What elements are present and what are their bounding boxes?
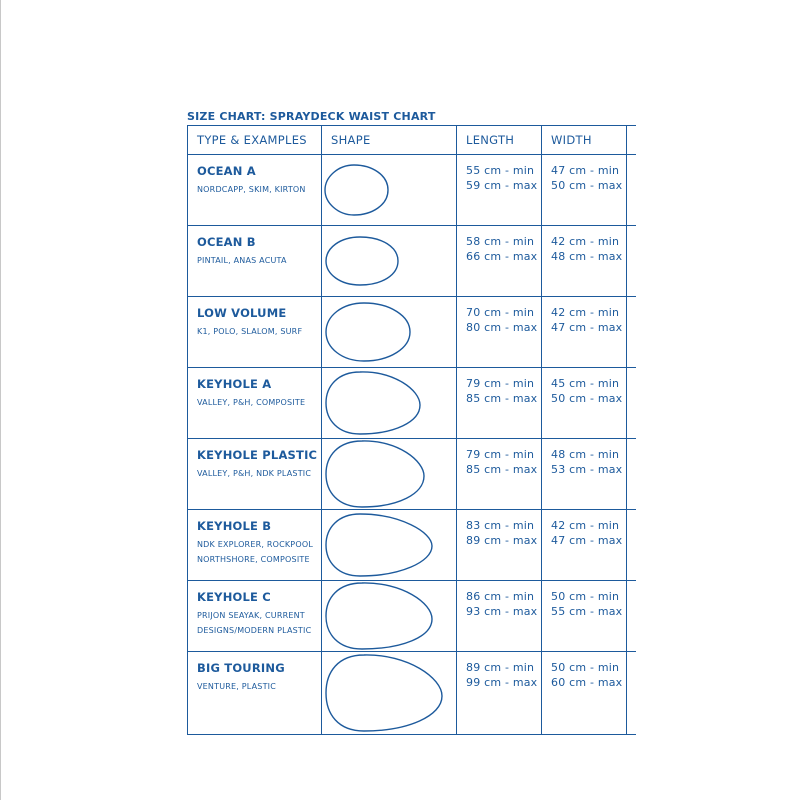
length-cell (457, 581, 542, 652)
type-examples: PRIJON SEAYAK, CURRENT DESIGNS/MODERN PLASTIC (197, 611, 312, 635)
width-cell (542, 510, 627, 581)
continuation-cell (627, 297, 637, 368)
shape-cell (322, 510, 457, 581)
column-header-continuation (627, 126, 637, 155)
length-cell (457, 652, 542, 735)
type-examples: VALLEY, P&H, NDK PLASTIC (197, 469, 312, 478)
continuation-cell (627, 226, 637, 297)
continuation-cell (627, 510, 637, 581)
length-min: 79 cm - min (466, 448, 535, 461)
table-row (188, 581, 637, 652)
table-header-row (188, 126, 637, 155)
column-header-shape: SHAPE (322, 126, 457, 155)
shape-cell (322, 155, 457, 226)
length-min: 83 cm - min (466, 519, 535, 532)
cockpit-shape-icon (322, 368, 456, 438)
type-examples: VENTURE, PLASTIC (197, 682, 277, 691)
length-max: 93 cm - max (466, 604, 538, 618)
type-examples: K1, POLO, SLALOM, SURF (197, 327, 303, 336)
width-min: 42 cm - min (551, 519, 620, 532)
type-cell (188, 297, 322, 368)
width-max: 53 cm - max (551, 462, 623, 476)
cockpit-shape-icon (322, 652, 456, 734)
type-name: KEYHOLE C (197, 590, 271, 604)
length-max: 85 cm - max (466, 391, 538, 405)
width-max: 47 cm - max (551, 533, 623, 547)
shape-cell (322, 581, 457, 652)
shape-cell (322, 368, 457, 439)
table-row (188, 368, 637, 439)
width-cell (542, 155, 627, 226)
width-min: 47 cm - min (551, 164, 620, 177)
table-row (188, 439, 637, 510)
shape-cell (322, 439, 457, 510)
length-max: 89 cm - max (466, 533, 538, 547)
type-name: BIG TOURING (197, 661, 285, 675)
width-cell (542, 439, 627, 510)
shape-cell (322, 652, 457, 735)
type-examples: NORDCAPP, SKIM, KIRTON (197, 185, 306, 194)
type-name: LOW VOLUME (197, 306, 287, 320)
length-min: 58 cm - min (466, 235, 535, 248)
cockpit-shape-icon (322, 510, 456, 580)
table-row (188, 652, 637, 735)
width-cell (542, 226, 627, 297)
shape-cell (322, 226, 457, 297)
length-min: 55 cm - min (466, 164, 535, 177)
width-min: 48 cm - min (551, 448, 620, 461)
cockpit-shape-icon (322, 581, 456, 651)
type-cell (188, 155, 322, 226)
type-examples: VALLEY, P&H, COMPOSITE (197, 398, 306, 407)
type-cell (188, 368, 322, 439)
length-max: 99 cm - max (466, 675, 538, 689)
cockpit-shape-icon (322, 297, 456, 367)
length-max: 59 cm - max (466, 178, 538, 192)
chart-title: SIZE CHART: SPRAYDECK WAIST CHART (187, 110, 436, 123)
type-cell (188, 226, 322, 297)
width-min: 42 cm - min (551, 306, 620, 319)
type-examples: PINTAIL, ANAS ACUTA (197, 256, 287, 265)
table-row (188, 510, 637, 581)
width-max: 47 cm - max (551, 320, 623, 334)
type-cell (188, 510, 322, 581)
length-max: 66 cm - max (466, 249, 538, 263)
cockpit-shape-icon (322, 155, 456, 225)
width-cell (542, 652, 627, 735)
length-min: 79 cm - min (466, 377, 535, 390)
length-min: 70 cm - min (466, 306, 535, 319)
continuation-cell (627, 581, 637, 652)
length-cell (457, 226, 542, 297)
length-max: 85 cm - max (466, 462, 538, 476)
length-max: 80 cm - max (466, 320, 538, 334)
column-header-length: LENGTH (457, 126, 542, 155)
table-row (188, 226, 637, 297)
width-min: 42 cm - min (551, 235, 620, 248)
width-max: 60 cm - max (551, 675, 623, 689)
continuation-cell (627, 439, 637, 510)
continuation-cell (627, 652, 637, 735)
type-name: KEYHOLE A (197, 377, 272, 391)
size-table (187, 125, 636, 735)
length-cell (457, 368, 542, 439)
width-min: 45 cm - min (551, 377, 620, 390)
width-cell (542, 368, 627, 439)
column-header-type: TYPE & EXAMPLES (188, 126, 322, 155)
length-min: 89 cm - min (466, 661, 535, 674)
table-row (188, 155, 637, 226)
length-cell (457, 297, 542, 368)
width-cell (542, 297, 627, 368)
type-cell (188, 581, 322, 652)
shape-cell (322, 297, 457, 368)
type-name: KEYHOLE PLASTIC (197, 448, 318, 462)
type-name: KEYHOLE B (197, 519, 272, 533)
table-row (188, 297, 637, 368)
length-min: 86 cm - min (466, 590, 535, 603)
type-name: OCEAN A (197, 164, 256, 178)
column-header-width: WIDTH (542, 126, 627, 155)
length-cell (457, 510, 542, 581)
width-max: 50 cm - max (551, 391, 623, 405)
continuation-cell (627, 368, 637, 439)
type-cell (188, 652, 322, 735)
page-edge-rule (0, 0, 1, 800)
type-name: OCEAN B (197, 235, 256, 249)
width-cell (542, 581, 627, 652)
width-max: 50 cm - max (551, 178, 623, 192)
width-min: 50 cm - min (551, 661, 620, 674)
cockpit-shape-icon (322, 439, 456, 509)
cockpit-shape-icon (322, 226, 456, 296)
type-examples: NDK EXPLORER, ROCKPOOL NORTHSHORE, COMPOSITE (197, 540, 313, 564)
length-cell (457, 439, 542, 510)
length-cell (457, 155, 542, 226)
continuation-cell (627, 155, 637, 226)
width-max: 48 cm - max (551, 249, 623, 263)
width-min: 50 cm - min (551, 590, 620, 603)
type-cell (188, 439, 322, 510)
width-max: 55 cm - max (551, 604, 623, 618)
